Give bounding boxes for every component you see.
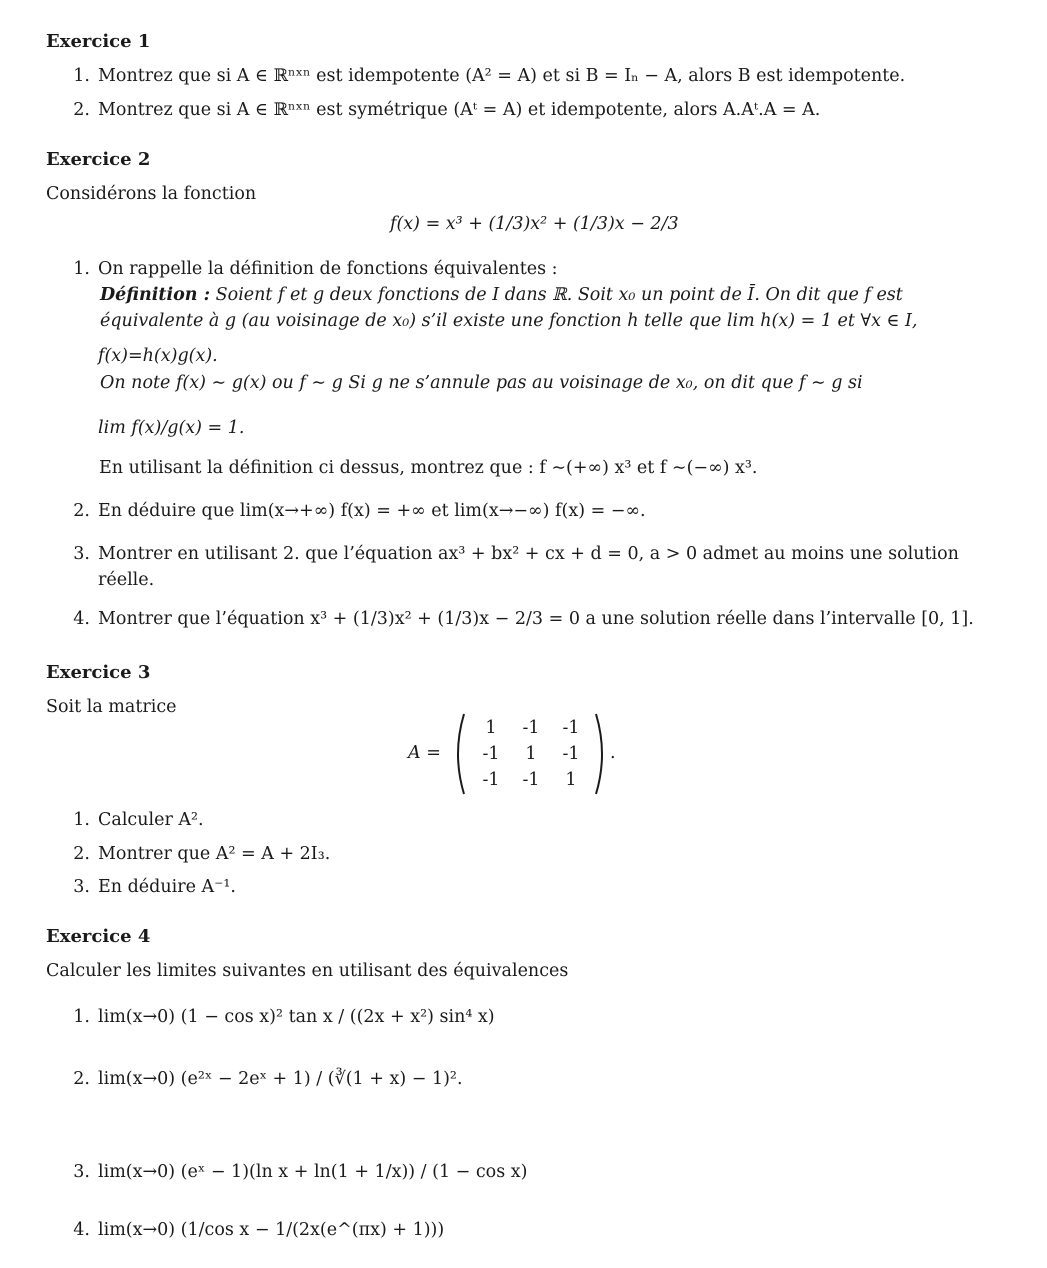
matrix-cell: 1 <box>565 770 577 790</box>
ex1-item-1: Montrez que si A ∈ ℝⁿˣⁿ est idempotente (A² = A) et si B = Iₙ − A, alors B est idempotente. <box>98 66 906 86</box>
ex4-limit-1-number: 1. <box>73 1007 90 1027</box>
ex2-q2: En déduire que lim(x→+∞) f(x) = +∞ et lim(x→−∞) f(x) = −∞. <box>98 501 646 521</box>
ex3-item-3-number: 3. <box>73 877 90 897</box>
ex4-title: Exercice 4 <box>46 926 151 947</box>
ex2-definition-line-5: lim f(x)/g(x) = 1. <box>98 418 245 438</box>
ex2-q2-number: 2. <box>73 501 90 521</box>
matrix-cell: 1 <box>525 744 537 764</box>
matrix-cell: -1 <box>482 744 500 764</box>
ex2-definition-line-2: équivalente à g (au voisinage de x₀) s’il existe une fonction h telle que lim h(x) = 1 et ∀x ∈ I, <box>100 311 918 331</box>
matrix-right-paren <box>594 712 608 796</box>
matrix-cell: -1 <box>522 770 540 790</box>
matrix-period: . <box>610 743 616 763</box>
ex2-definition-line-3: f(x)=h(x)g(x). <box>98 346 218 366</box>
ex2-q4-number: 4. <box>73 609 90 629</box>
ex3-item-1-number: 1. <box>73 810 90 830</box>
matrix-cell: -1 <box>482 770 500 790</box>
matrix-body <box>466 720 596 792</box>
ex4-limit-3: lim(x→0) (eˣ − 1)(ln x + ln(1 + 1/x)) / (1 − cos x) <box>98 1162 528 1182</box>
matrix-cell: 1 <box>485 718 497 738</box>
ex2-q3-line-1: Montrer en utilisant 2. que l’équation ax³ + bx² + cx + d = 0, a > 0 admet au moins une solution <box>98 544 959 564</box>
matrix-cell: -1 <box>562 744 580 764</box>
ex4-limit-1: lim(x→0) (1 − cos x)² tan x / ((2x + x²) sin⁴ x) <box>98 1007 495 1027</box>
ex3-item-1: Calculer A². <box>98 810 204 830</box>
ex2-function: f(x) = x³ + (1/3)x² + (1/3)x − 2/3 <box>390 214 679 234</box>
ex3-intro: Soit la matrice <box>46 697 177 717</box>
ex1-item-2-number: 2. <box>73 100 90 120</box>
ex2-q1-task: En utilisant la définition ci dessus, montrez que : f ∼(+∞) x³ et f ∼(−∞) x³. <box>99 458 758 478</box>
ex4-limit-2-number: 2. <box>73 1069 90 1089</box>
ex4-limit-2: lim(x→0) (e²ˣ − 2eˣ + 1) / (∛(1 + x) − 1)². <box>98 1069 463 1089</box>
ex2-q4: Montrer que l’équation x³ + (1/3)x² + (1/3)x − 2/3 = 0 a une solution réelle dans l’intervalle [0, 1]. <box>98 609 974 629</box>
ex2-q3-number: 3. <box>73 544 90 564</box>
ex4-intro: Calculer les limites suivantes en utilisant des équivalences <box>46 961 569 981</box>
ex1-title: Exercice 1 <box>46 31 151 52</box>
ex2-q3-line-2: réelle. <box>98 570 155 590</box>
ex4-limit-4-number: 4. <box>73 1220 90 1240</box>
ex1-item-1-number: 1. <box>73 66 90 86</box>
matrix-cell: -1 <box>522 718 540 738</box>
ex4-limit-3-number: 3. <box>73 1162 90 1182</box>
ex2-intro: Considérons la fonction <box>46 184 257 204</box>
ex3-item-2-number: 2. <box>73 844 90 864</box>
ex2-title: Exercice 2 <box>46 149 151 170</box>
ex4-limit-4: lim(x→0) (1/cos x − 1/(2x(e^(πx) + 1))) <box>98 1220 445 1240</box>
ex2-definition-line-1 <box>100 287 903 305</box>
ex1-item-2: Montrez que si A ∈ ℝⁿˣⁿ est symétrique (Aᵗ = A) et idempotente, alors A.Aᵗ.A = A. <box>98 100 821 120</box>
ex3-title: Exercice 3 <box>46 662 151 683</box>
matrix-cell: -1 <box>562 718 580 738</box>
ex2-definition-line-4: On note f(x) ∼ g(x) ou f ∼ g Si g ne s’annule pas au voisinage de x₀, on dit que f ∼ g si <box>100 373 863 393</box>
ex2-q1-number: 1. <box>73 259 90 279</box>
ex3-item-2: Montrer que A² = A + 2I₃. <box>98 844 331 864</box>
ex2-q1-intro: On rappelle la définition de fonctions équivalentes : <box>98 259 558 279</box>
ex2-definition-text-1: Soient f et g deux fonctions de I dans ℝ. Soit x₀ un point de Ī. On dit que f est <box>215 285 903 305</box>
matrix-label: A = <box>408 743 441 763</box>
ex2-definition-label: Définition : <box>100 285 211 305</box>
matrix-left-paren <box>452 712 466 796</box>
ex3-item-3: En déduire A⁻¹. <box>98 877 236 897</box>
